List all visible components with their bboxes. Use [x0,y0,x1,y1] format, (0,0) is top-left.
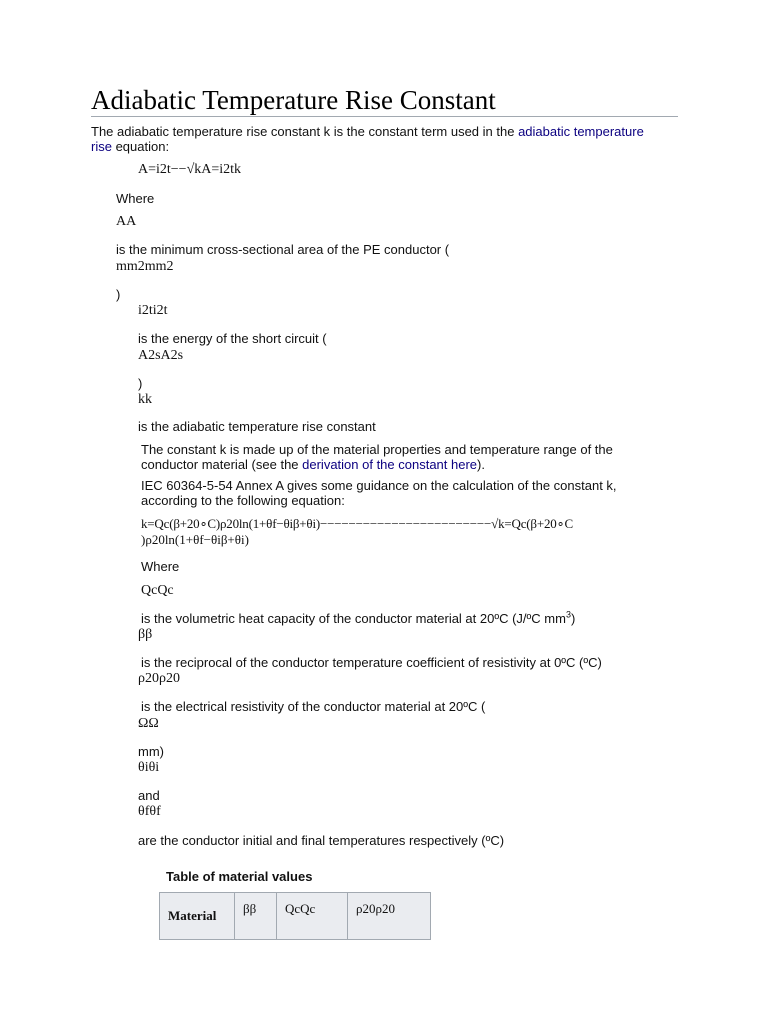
constant-para-line-1: The constant k is made up of the material properties and temperature range of the [141,442,613,457]
table-header-row [160,893,431,940]
adiabatic-equation-link[interactable]: adiabatic temperature [518,124,644,139]
where-label-2: Where [141,559,180,574]
symbol-beta: ββ [138,627,153,642]
constant-para-text: conductor material (see the [141,457,303,472]
symbol-a: AA [116,214,137,229]
derivation-link[interactable]: derivation of the constant here [302,457,478,472]
symbol-i2t: i2ti2t [138,303,168,318]
symbol-omega: ΩΩ [138,716,159,731]
intro-text: The adiabatic temperature rise constant k is the constant term used in the [91,124,519,139]
theta-description: are the conductor initial and final temperatures respectively (ºC) [138,833,505,848]
intro-text-end: equation: [111,139,170,154]
header-rho20: ρ20ρ20 [348,893,431,940]
qc-unit-superscript: 3 [565,609,571,620]
area-description: is the minimum cross-sectional area of the PE conductor ( [116,242,450,257]
equation-k-line-1: k=Qc(β+20∘C)ρ20ln(1+θf−θiβ+θi)−−−−−−−−−−−−−−−−−−−−−−−−√k=Qc(β+20∘C [141,516,573,531]
header-material: Material [160,893,235,940]
material-values-table [159,892,431,940]
title-divider [91,116,678,117]
qc-close-paren: ) [570,611,576,626]
beta-description: is the reciprocal of the conductor temperature coefficient of resistivity at 0ºC (ºC) [141,655,602,670]
symbol-rho20: ρ20ρ20 [138,671,180,686]
constant-para-line-2 [141,457,485,472]
symbol-theta-i: θiθi [138,760,160,775]
and-text: and [138,788,160,803]
rho-description: is the electrical resistivity of the conductor material at 20ºC ( [141,699,486,714]
energy-close-paren: ) [138,376,143,391]
page-title: Adiabatic Temperature Rise Constant [91,85,496,115]
iec-para-line-1: IEC 60364-5-54 Annex A gives some guidance on the calculation of the constant k, [141,478,617,493]
symbol-theta-f: θfθf [138,804,161,819]
k-description: is the adiabatic temperature rise constant [138,419,376,434]
unit-mm2: mm2mm2 [116,259,174,274]
where-label: Where [116,191,155,206]
energy-description: is the energy of the short circuit ( [138,331,327,346]
unit-a2s: A2sA2s [138,348,184,363]
intro-line-2 [91,139,169,154]
qc-description-text: is the volumetric heat capacity of the conductor material at 20ºC (J/ºC mm [141,611,566,626]
intro-line-1 [91,124,644,139]
area-close-paren: ) [116,287,121,302]
qc-description [141,611,575,626]
equation-k-line-2: )ρ20ln⁡(1+θf−θiβ+θi) [141,532,249,547]
adiabatic-equation-link-cont[interactable]: rise [91,139,112,154]
header-qc: QcQc [277,893,348,940]
iec-para-line-2: according to the following equation: [141,493,345,508]
header-beta: ββ [235,893,277,940]
omega-unit: mm) [138,744,164,759]
table-caption: Table of material values [166,869,313,884]
constant-para-end: ). [477,457,485,472]
equation-area: A=i2t−−√kA=i2tk [138,162,242,177]
symbol-k: kk [138,392,152,407]
symbol-qc: QcQc [141,583,174,598]
